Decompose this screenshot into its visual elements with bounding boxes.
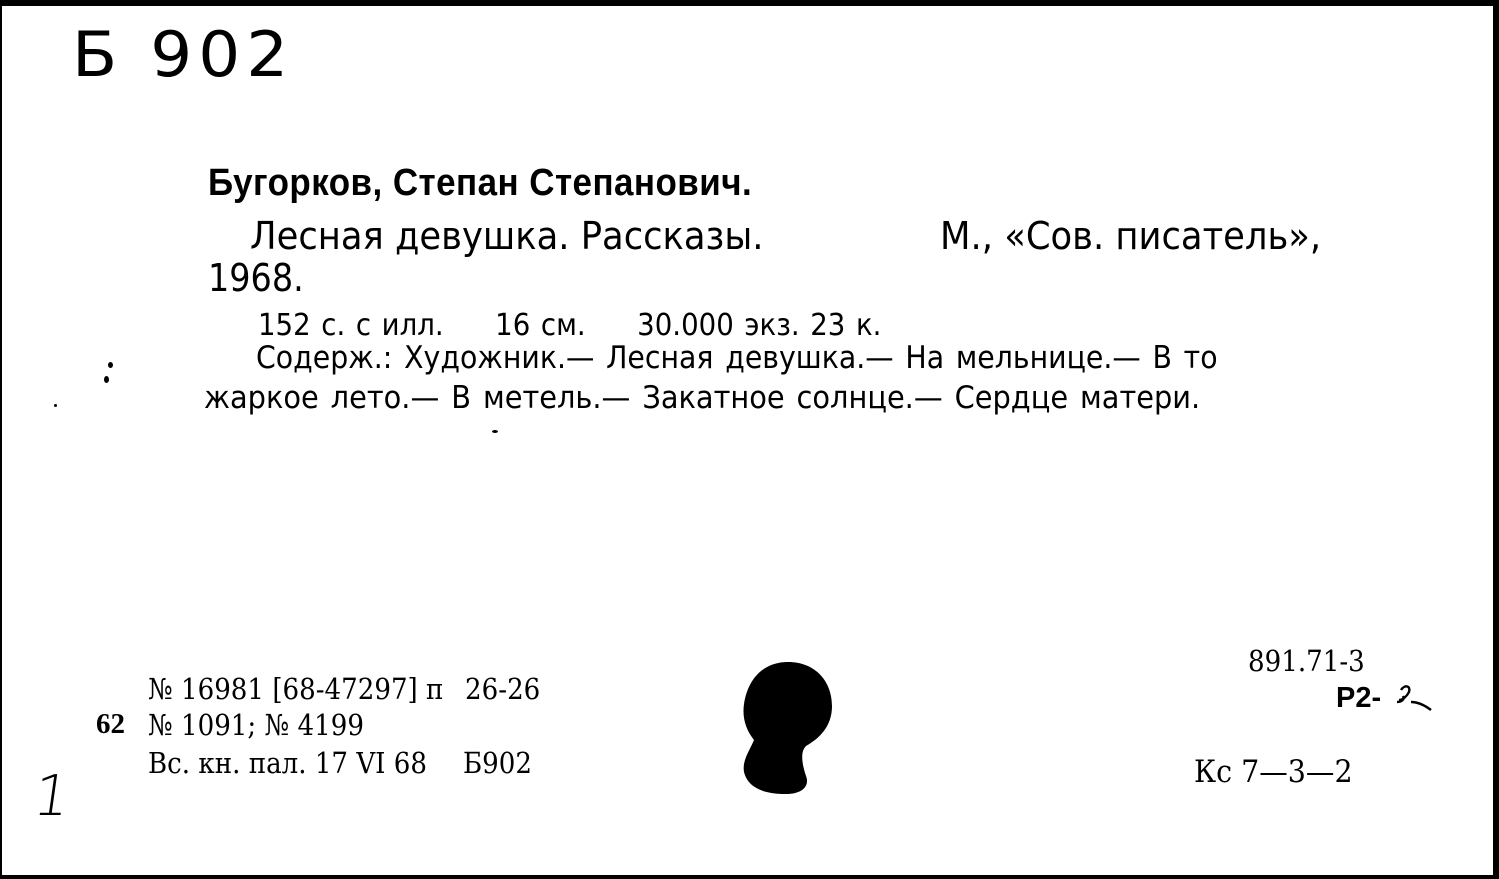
author-mark-text: Р2- (1336, 682, 1382, 714)
contents-note-line-1: Содерж.: Художник.— Лесная девушка.— На мельнице.— В то (256, 340, 1218, 376)
ink-speck (104, 376, 109, 383)
book-title: Лесная девушка. Рассказы. (250, 214, 764, 258)
print-run-price: 30.000 экз. 23 к. (637, 308, 882, 343)
publisher: М., «Сов. писатель», (940, 214, 1322, 258)
registry-line-2: № 1091; № 4199 (148, 708, 364, 742)
handwritten-squiggle (1389, 682, 1435, 716)
registry-shelfmark: Б902 (463, 746, 533, 780)
publication-year: 1968. (208, 256, 304, 300)
book-chamber-date: Вс. кн. пал. 17 VI 68 (148, 746, 427, 780)
ink-speck (492, 430, 498, 433)
handwritten-shelfmark: Б 902 (72, 17, 295, 92)
card-border-right (1493, 0, 1499, 879)
registry-code: 26-26 (465, 672, 541, 706)
book-size: 16 см. (495, 308, 586, 343)
registry-line-3 (148, 746, 532, 780)
handwritten-numeral: 1 (29, 764, 75, 829)
author-heading: Бугорков, Степан Степанович. (208, 162, 753, 204)
udc-classification: 891.71-3 (1248, 644, 1365, 678)
registry-line-1 (148, 672, 540, 706)
author-mark (1336, 682, 1435, 716)
page-count: 152 с. с илл. (258, 308, 444, 343)
card-border-top (0, 0, 1499, 6)
kc-code: Кс 7—3—2 (1194, 754, 1353, 790)
ink-stamp-blot (740, 660, 836, 796)
registry-number: № 16981 [68-47297] п (148, 672, 444, 706)
ink-speck (54, 404, 57, 407)
card-border-bottom (0, 875, 1499, 879)
registry-count: 62 (96, 708, 125, 740)
physical-description (258, 308, 881, 343)
ink-speck (108, 362, 113, 368)
card-border-left (0, 0, 2, 879)
contents-note-line-2: жаркое лето.— В метель.— Закатное солнце.— Сердце матери. (204, 380, 1201, 416)
